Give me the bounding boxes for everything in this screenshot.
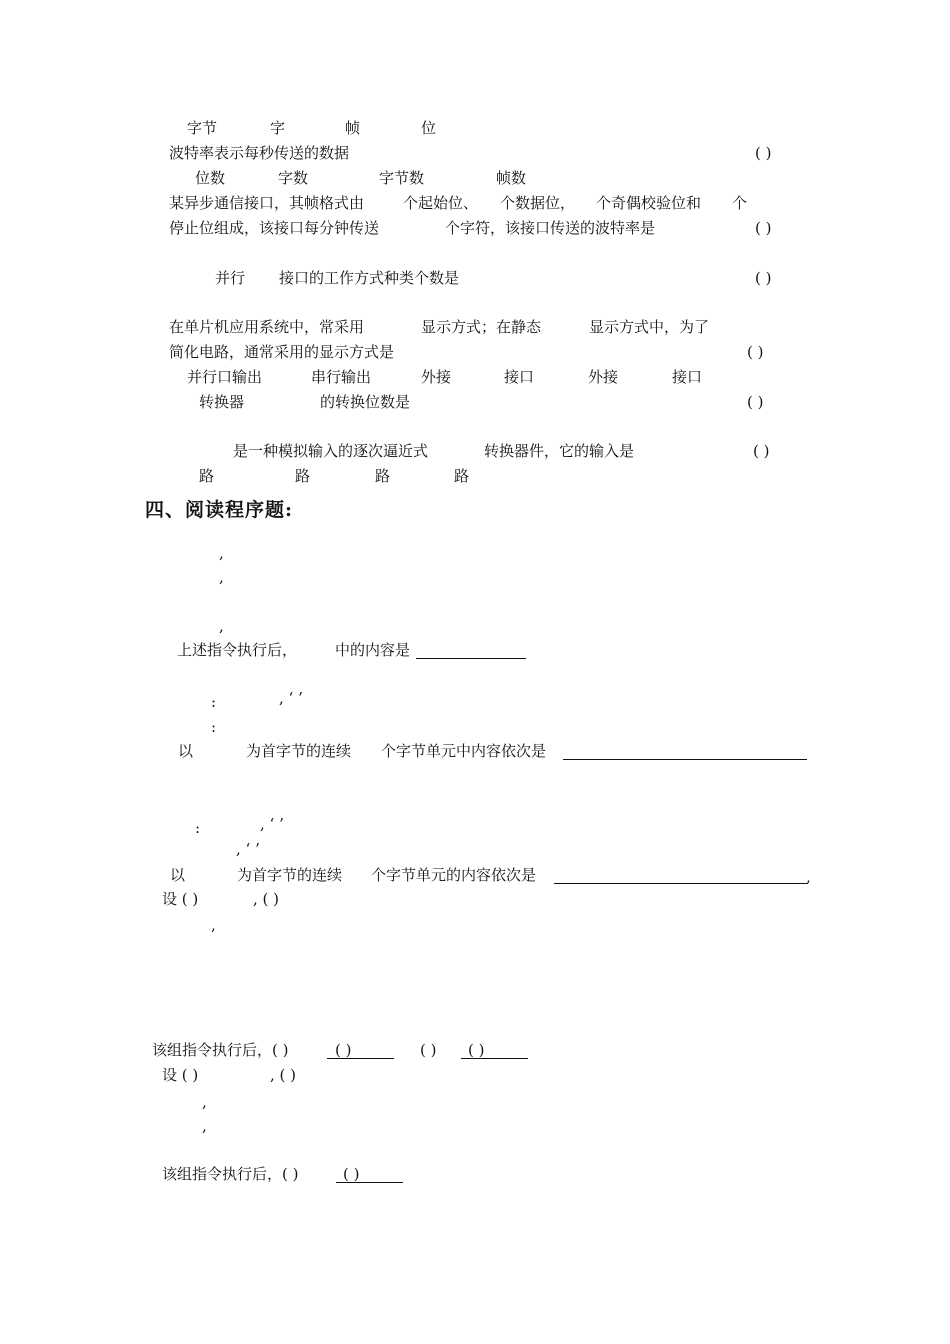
q7-answer-paren: ( ) bbox=[753, 442, 770, 460]
p2-question-a: 以 bbox=[178, 742, 194, 760]
p2-question-b: 为首字节的连续 bbox=[246, 742, 352, 760]
q5-line1-b: 显示方式；在静态 bbox=[421, 318, 542, 336]
q5-answer-paren: ( ) bbox=[747, 343, 764, 361]
p3-answer-blank[interactable] bbox=[554, 883, 807, 884]
p5-comma-1: , bbox=[202, 1093, 207, 1111]
p4-result-d: ( ) bbox=[468, 1041, 485, 1059]
p3-question-c: 个字节单元的内容依次是 bbox=[371, 866, 537, 884]
p2-answer-blank[interactable] bbox=[563, 759, 807, 760]
q2-option-d: 帧数 bbox=[496, 169, 527, 187]
p4-result-a: 该组指令执行后，( ) bbox=[152, 1041, 289, 1059]
p5-comma-2: , bbox=[202, 1117, 207, 1135]
p3-quote-1: , ‘ ’ bbox=[260, 815, 284, 833]
p5-result-a: 该组指令执行后，( ) bbox=[162, 1165, 299, 1183]
q3-line2-a: 停止位组成，该接口每分钟传送 bbox=[169, 219, 380, 237]
p1-question-a: 上述指令执行后， bbox=[177, 641, 298, 659]
q5-option-d2: 接口 bbox=[672, 368, 703, 386]
q3-line1-a: 某异步通信接口，其帧格式由 bbox=[169, 194, 365, 212]
q5-line1-c: 显示方式中，为了 bbox=[589, 318, 710, 336]
p4-answer-blank-2[interactable] bbox=[461, 1058, 528, 1059]
q7-text-b: 转换器件，它的输入是 bbox=[484, 442, 635, 460]
q2-option-a: 位数 bbox=[195, 169, 226, 187]
section-title: 四、阅读程序题: bbox=[145, 499, 294, 521]
q3-line1-e: 个 bbox=[732, 194, 748, 212]
p2-colon-1: : bbox=[211, 693, 217, 711]
p4-result-b: ( ) bbox=[335, 1041, 352, 1059]
q6-answer-paren: ( ) bbox=[747, 393, 764, 411]
q1-option-b: 字 bbox=[270, 119, 286, 137]
q7-option-a: 路 bbox=[199, 467, 215, 485]
q5-line2: 简化电路，通常采用的显示方式是 bbox=[169, 343, 395, 361]
q4-text-b: 接口的工作方式种类个数是 bbox=[279, 269, 460, 287]
q3-answer-paren: ( ) bbox=[755, 219, 772, 237]
q5-option-b: 串行输出 bbox=[311, 368, 372, 386]
p1-comma-1: , bbox=[219, 544, 224, 562]
p5-setup-a: 设 ( ) bbox=[162, 1066, 199, 1084]
q1-option-c: 帧 bbox=[345, 119, 361, 137]
p1-question-b: 中的内容是 bbox=[335, 641, 411, 659]
q2-answer-paren: ( ) bbox=[755, 144, 772, 162]
p5-result-b: ( ) bbox=[343, 1165, 360, 1183]
p1-comma-3: , bbox=[219, 617, 224, 635]
q2-text: 波特率表示每秒传送的数据 bbox=[169, 144, 350, 162]
q3-line1-c: 个数据位， bbox=[500, 194, 576, 212]
q5-option-a: 并行口输出 bbox=[187, 368, 263, 386]
p5-answer-blank[interactable] bbox=[336, 1182, 403, 1183]
p3-quote-2: , ‘ ’ bbox=[236, 840, 260, 858]
q7-option-c: 路 bbox=[375, 467, 391, 485]
q2-option-c: 字节数 bbox=[379, 169, 425, 187]
q5-option-c2: 接口 bbox=[504, 368, 535, 386]
p2-colon-2: : bbox=[211, 718, 217, 736]
p1-answer-blank[interactable] bbox=[416, 658, 526, 659]
q5-option-d1: 外接 bbox=[588, 368, 619, 386]
q7-option-d: 路 bbox=[454, 467, 470, 485]
p5-setup-b: , ( ) bbox=[270, 1066, 297, 1084]
q1-option-a: 字节 bbox=[187, 119, 218, 137]
p2-question-c: 个字节单元中内容依次是 bbox=[381, 742, 547, 760]
q6-text-b: 的转换位数是 bbox=[320, 393, 411, 411]
p3-trailing-comma: , bbox=[806, 868, 811, 886]
p3-question-b: 为首字节的连续 bbox=[237, 866, 343, 884]
q4-answer-paren: ( ) bbox=[755, 269, 772, 287]
p4-answer-blank-1[interactable] bbox=[327, 1058, 394, 1059]
q7-text-a: 是一种模拟输入的逐次逼近式 bbox=[233, 442, 429, 460]
q3-line1-d: 个奇偶校验位和 bbox=[596, 194, 702, 212]
q2-option-b: 字数 bbox=[278, 169, 309, 187]
q5-option-c1: 外接 bbox=[421, 368, 452, 386]
p4-comma: , bbox=[211, 916, 216, 934]
q3-line1-b: 个起始位、 bbox=[403, 194, 479, 212]
q3-line2-b: 个字符，该接口传送的波特率是 bbox=[445, 219, 656, 237]
q7-option-b: 路 bbox=[295, 467, 311, 485]
p4-result-c: ( ) bbox=[420, 1041, 437, 1059]
p3-question-a: 以 bbox=[170, 866, 186, 884]
q4-text-a: 并行 bbox=[215, 269, 246, 287]
q6-text-a: 转换器 bbox=[199, 393, 245, 411]
p4-setup-b: , ( ) bbox=[253, 890, 280, 908]
p4-setup-a: 设 ( ) bbox=[162, 890, 199, 908]
p3-colon-1: : bbox=[195, 819, 201, 837]
q5-line1-a: 在单片机应用系统中，常采用 bbox=[169, 318, 365, 336]
p2-quote-1: , ‘ ’ bbox=[279, 689, 303, 707]
q1-option-d: 位 bbox=[421, 119, 437, 137]
p1-comma-2: , bbox=[219, 568, 224, 586]
